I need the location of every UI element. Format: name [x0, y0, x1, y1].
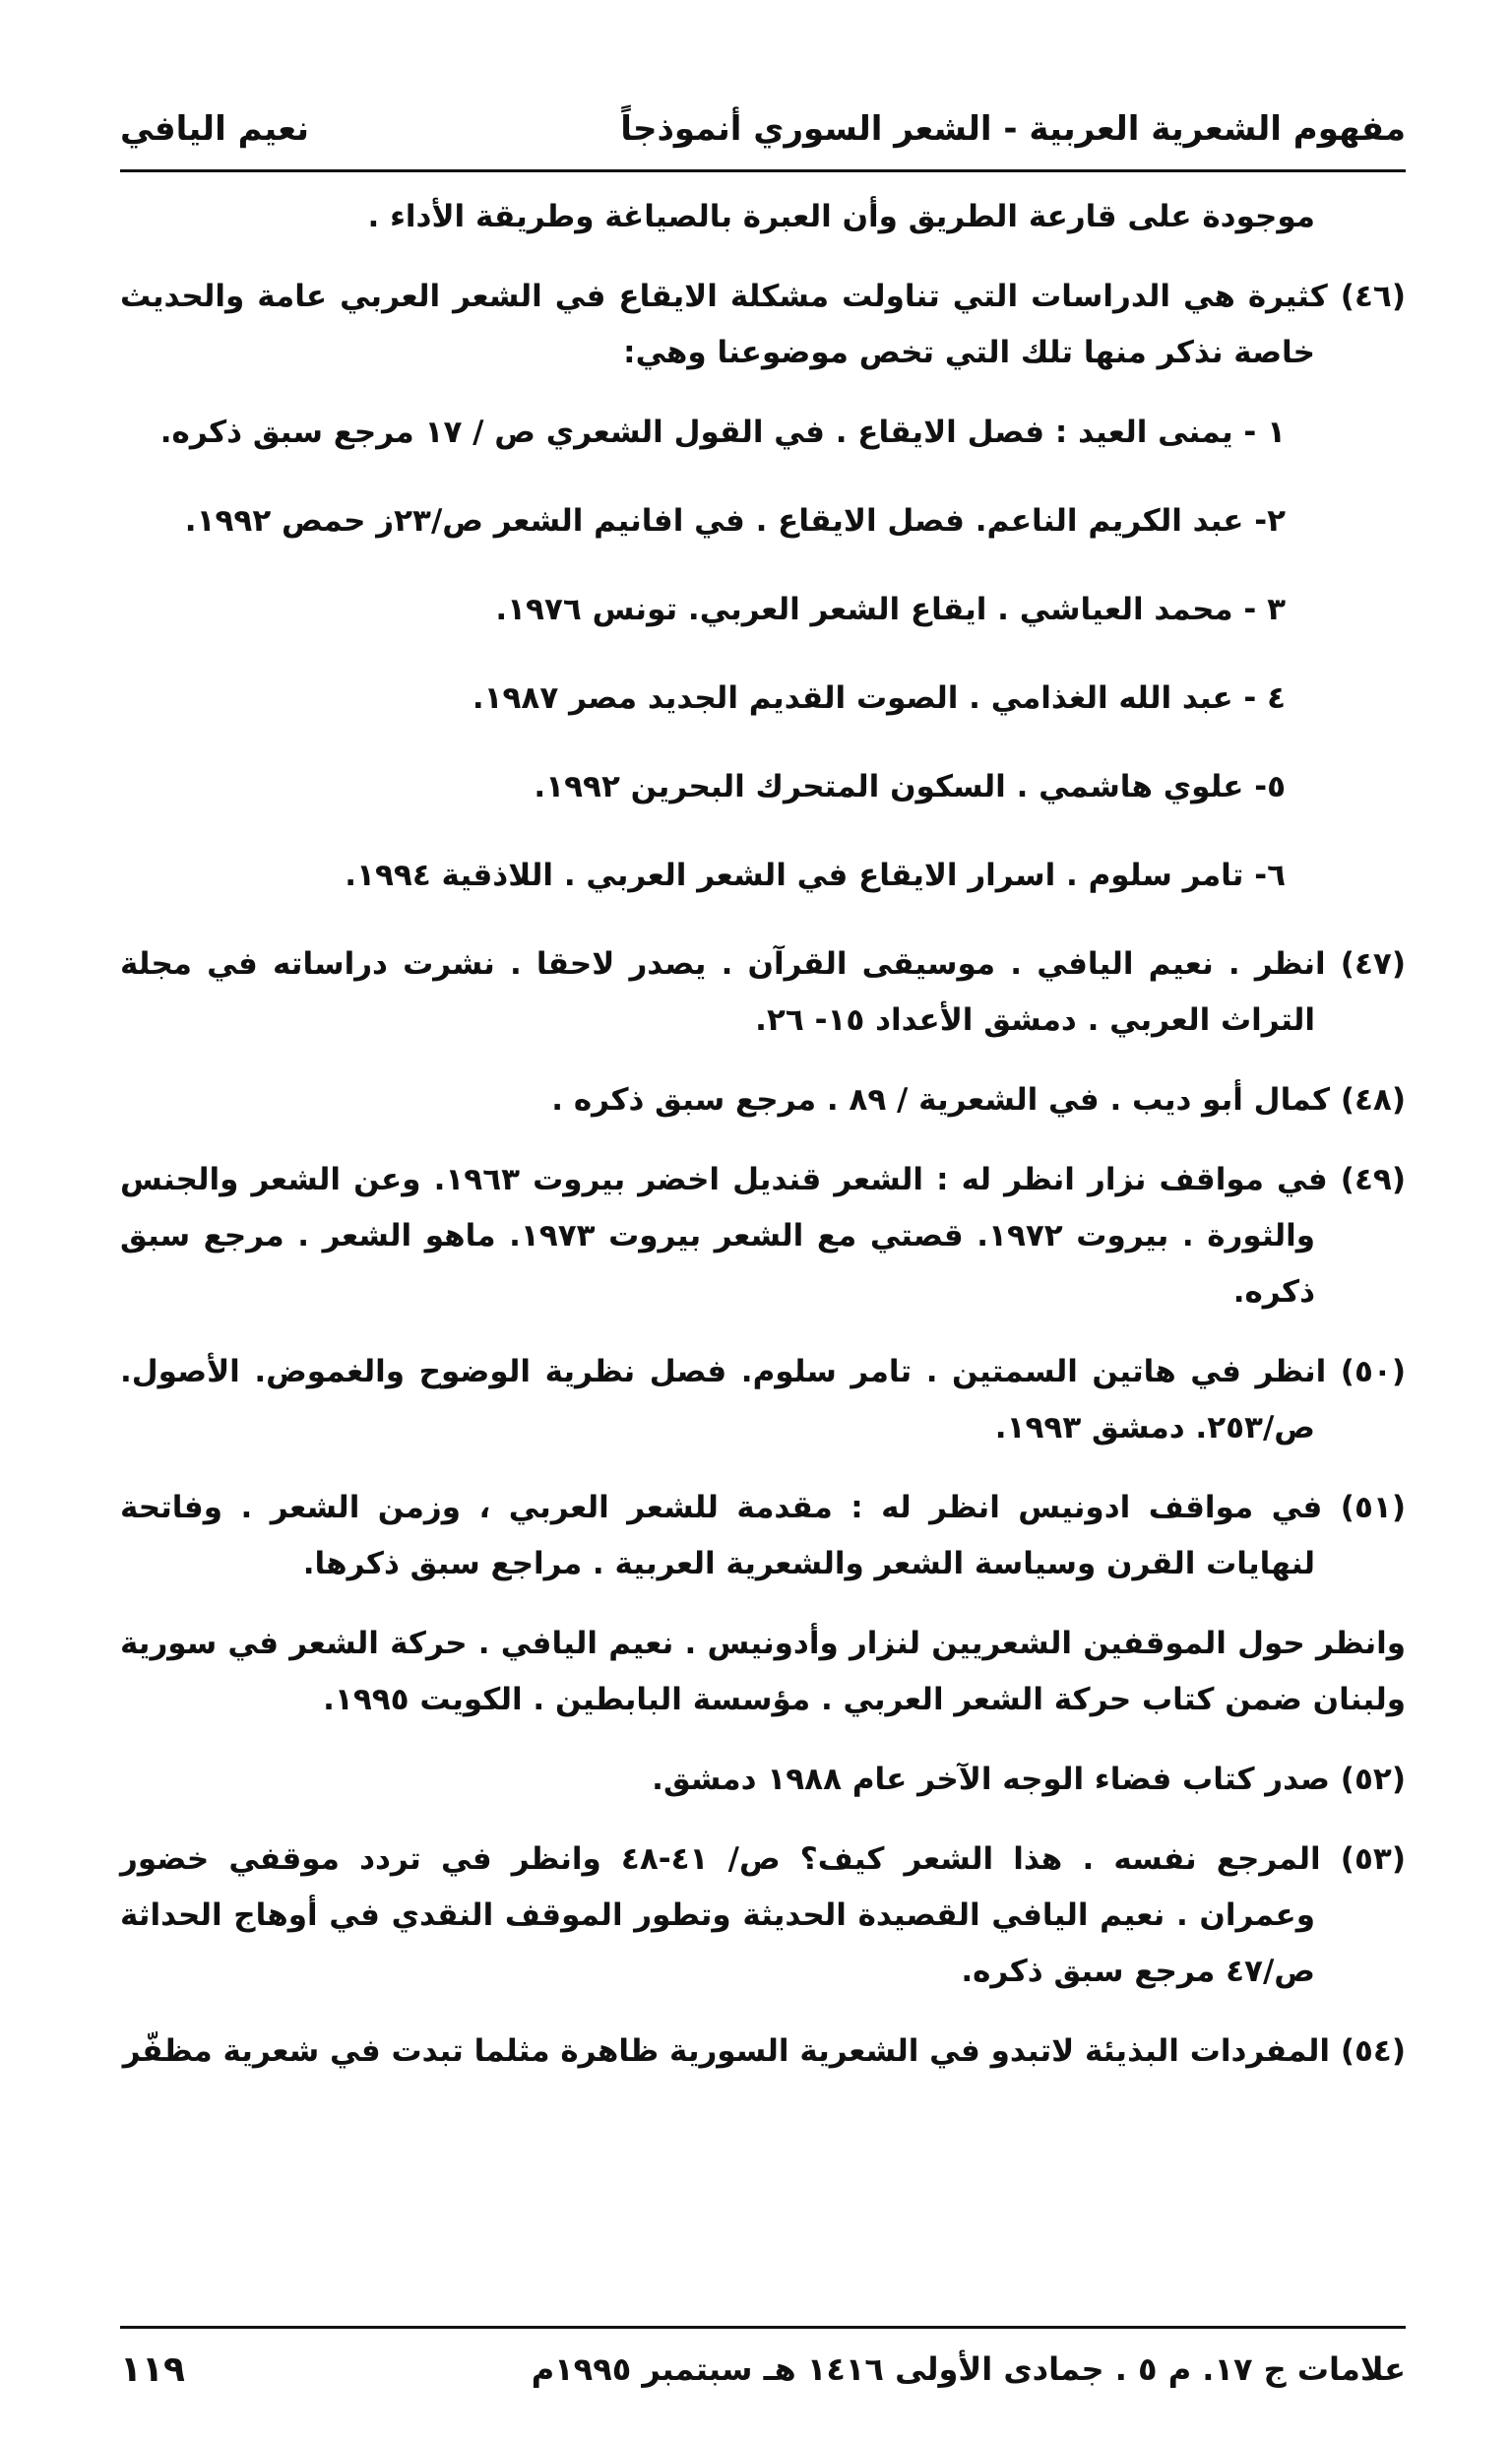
page-body — [120, 189, 1406, 2103]
page-number: ١١٩ — [120, 2348, 185, 2390]
footnote-48: (٤٨) كمال أبو ديب . في الشعرية / ٨٩ . مرجع سبق ذكره . — [551, 1082, 1406, 1118]
reference-item: ٦- تامر سلوم . اسرار الايقاع في الشعر العربي . اللاذقية ١٩٩٤. — [345, 858, 1286, 893]
footer-rule — [120, 2326, 1406, 2329]
footnote-46: (٤٦) كثيرة هي الدراسات التي تناولت مشكلة الايقاع في الشعر العربي عامة والحديث خاصة نذكر منها تلك التي تخص موضوعنا وهي: — [120, 279, 1406, 370]
header-title: مفهوم الشعرية العربية - الشعر السوري أنموذجاً — [620, 109, 1406, 149]
reference-item: ٣ - محمد العياشي . ايقاع الشعر العربي. تونس ١٩٧٦. — [495, 592, 1286, 627]
paragraph: موجودة على قارعة الطريق وأن العبرة بالصياغة وطريقة الأداء . — [367, 199, 1315, 234]
footnote-52: (٥٢) صدر كتاب فضاء الوجه الآخر عام ١٩٨٨ دمشق. — [652, 1762, 1406, 1797]
running-header — [120, 98, 1406, 160]
footnote-49: (٤٩) في مواقف نزار انظر له : الشعر قنديل اخضر بيروت ١٩٦٣. وعن الشعر والجنس والثورة . بيروت ١٩٧٢. قصتي مع الشعر بيروت ١٩٧٣. ماهو الشعر . مرجع سبق ذكره. — [120, 1162, 1406, 1310]
reference-item: ٥- علوي هاشمي . السكون المتحرك البحرين ١٩٩٢. — [534, 769, 1286, 804]
header-rule — [120, 169, 1406, 172]
reference-item: ١ - يمنى العيد : فصل الايقاع . في القول الشعري ص / ١٧ مرجع سبق ذكره. — [159, 415, 1286, 450]
header-author: نعيم اليافي — [120, 109, 310, 149]
footnote-50: (٥٠) انظر في هاتين السمتين . تامر سلوم. فصل نظرية الوضوح والغموض. الأصول. ص/٢٥٣. دمشق ١٩٩٣. — [120, 1354, 1406, 1446]
footnote-47: (٤٧) انظر . نعيم اليافي . موسيقى القرآن . يصدر لاحقا . نشرت دراساته في مجلة التراث العربي . دمشق الأعداد ١٥- ٢٦. — [120, 946, 1406, 1038]
paragraph: وانظر حول الموقفين الشعريين لنزار وأدونيس . نعيم اليافي . حركة الشعر في سورية ولبنان ضمن كتاب حركة الشعر العربي . مؤسسة البابطين . الكويت ١٩٩٥. — [120, 1626, 1406, 1717]
footnote-53: (٥٣) المرجع نفسه . هذا الشعر كيف؟ ص/ ٤١-٤٨ وانظر في تردد موقفي خضور وعمران . نعيم اليافي القصيدة الحديثة وتطور الموقف النقدي في أوهاج الحداثة ص/٤٧ مرجع سبق ذكره. — [120, 1841, 1406, 1989]
running-footer — [120, 2340, 1406, 2399]
footnote-51: (٥١) في مواقف ادونيس انظر له : مقدمة للشعر العربي ، وزمن الشعر . وفاتحة لنهايات القرن وسياسة الشعر والشعرية العربية . مراجع سبق ذكرها. — [120, 1490, 1406, 1581]
reference-item: ٢- عبد الكريم الناعم. فصل الايقاع . في افانيم الشعر ص/٢٣ز حمص ١٩٩٢. — [184, 503, 1286, 539]
reference-item: ٤ - عبد الله الغذامي . الصوت القديم الجديد مصر ١٩٨٧. — [472, 680, 1286, 716]
footnote-54: (٥٤) المفردات البذيئة لاتبدو في الشعرية السورية ظاهرة مثلما تبدت في شعرية مظفّر — [122, 2033, 1406, 2069]
footer-citation: علامات ج ١٧. م ٥ . جمادى الأولى ١٤١٦ هـ سبتمبر ١٩٩٥م — [531, 2350, 1406, 2388]
